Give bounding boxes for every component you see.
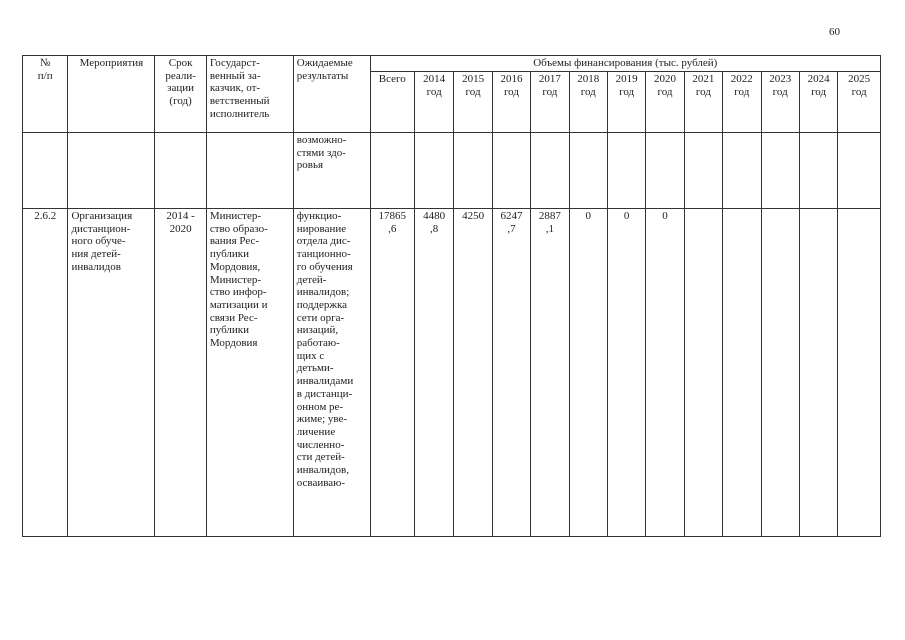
table-row [23, 133, 881, 209]
cell-year-value [646, 133, 684, 209]
header-year: 2023 год [761, 72, 799, 133]
cell-year-value [569, 133, 607, 209]
cell-year-value: 0 [569, 209, 607, 537]
cell-year-value [838, 133, 881, 209]
cell-customer: Министер- ство образо- вания Рес- публики Мордовия, Министер- ство инфор- матизации и связи Рес- публики Мордовия [206, 209, 293, 537]
cell-num [23, 133, 68, 209]
cell-year-value: 0 [607, 209, 645, 537]
cell-total [370, 133, 414, 209]
cell-year-value [799, 133, 837, 209]
cell-year-value [761, 133, 799, 209]
cell-year-value: 6247 ,7 [492, 209, 530, 537]
cell-num: 2.6.2 [23, 209, 68, 537]
cell-event [68, 133, 155, 209]
table-row [23, 209, 881, 537]
header-year: 2024 год [799, 72, 837, 133]
cell-results: возможно- стями здо- ровья [293, 133, 370, 209]
header-year: 2014 год [414, 72, 453, 133]
cell-year-value: 0 [646, 209, 684, 537]
cell-year-value: 4480 ,8 [414, 209, 453, 537]
header-year: 2015 год [454, 72, 492, 133]
header-term: Срок реали- зации (год) [155, 56, 207, 133]
cell-year-value [607, 133, 645, 209]
cell-year-value: 2887 ,1 [531, 209, 569, 537]
header-results: Ожидаемые результаты [293, 56, 370, 133]
header-event: Мероприятия [68, 56, 155, 133]
cell-year-value [799, 209, 837, 537]
header-total: Всего [370, 72, 414, 133]
header-year: 2021 год [684, 72, 722, 133]
cell-year-value [684, 209, 722, 537]
cell-year-value [838, 209, 881, 537]
page-number: 60 [829, 26, 840, 38]
cell-year-value [723, 133, 761, 209]
cell-year-value [723, 209, 761, 537]
header-customer: Государст- венный за- казчик, от- ветственный исполнитель [206, 56, 293, 133]
header-year: 2017 год [531, 72, 569, 133]
cell-term: 2014 - 2020 [155, 209, 207, 537]
header-year: 2016 год [492, 72, 530, 133]
header-num: № п/п [23, 56, 68, 133]
header-year: 2025 год [838, 72, 881, 133]
cell-term [155, 133, 207, 209]
cell-year-value: 4250 [454, 209, 492, 537]
cell-results: функцио- нирование отдела дис- танционно- го обучения детей- инвалидов; поддержка сети орга- низаций, работаю- щих с детьми- инвалидами в дистанци- онном ре- жиме; уве- личение численно- сти детей- инвалидов, осваиваю- [293, 209, 370, 537]
cell-customer [206, 133, 293, 209]
cell-year-value [454, 133, 492, 209]
header-year: 2020 год [646, 72, 684, 133]
cell-total: 17865 ,6 [370, 209, 414, 537]
header-funding: Объемы финансирования (тыс. рублей) [370, 56, 880, 72]
cell-event: Организация дистанцион- ного обуче- ния детей- инвалидов [68, 209, 155, 537]
header-year: 2018 год [569, 72, 607, 133]
cell-year-value [531, 133, 569, 209]
cell-year-value [684, 133, 722, 209]
header-year: 2019 год [607, 72, 645, 133]
cell-year-value [761, 209, 799, 537]
funding-table [22, 55, 881, 537]
header-year: 2022 год [723, 72, 761, 133]
cell-year-value [414, 133, 453, 209]
cell-year-value [492, 133, 530, 209]
